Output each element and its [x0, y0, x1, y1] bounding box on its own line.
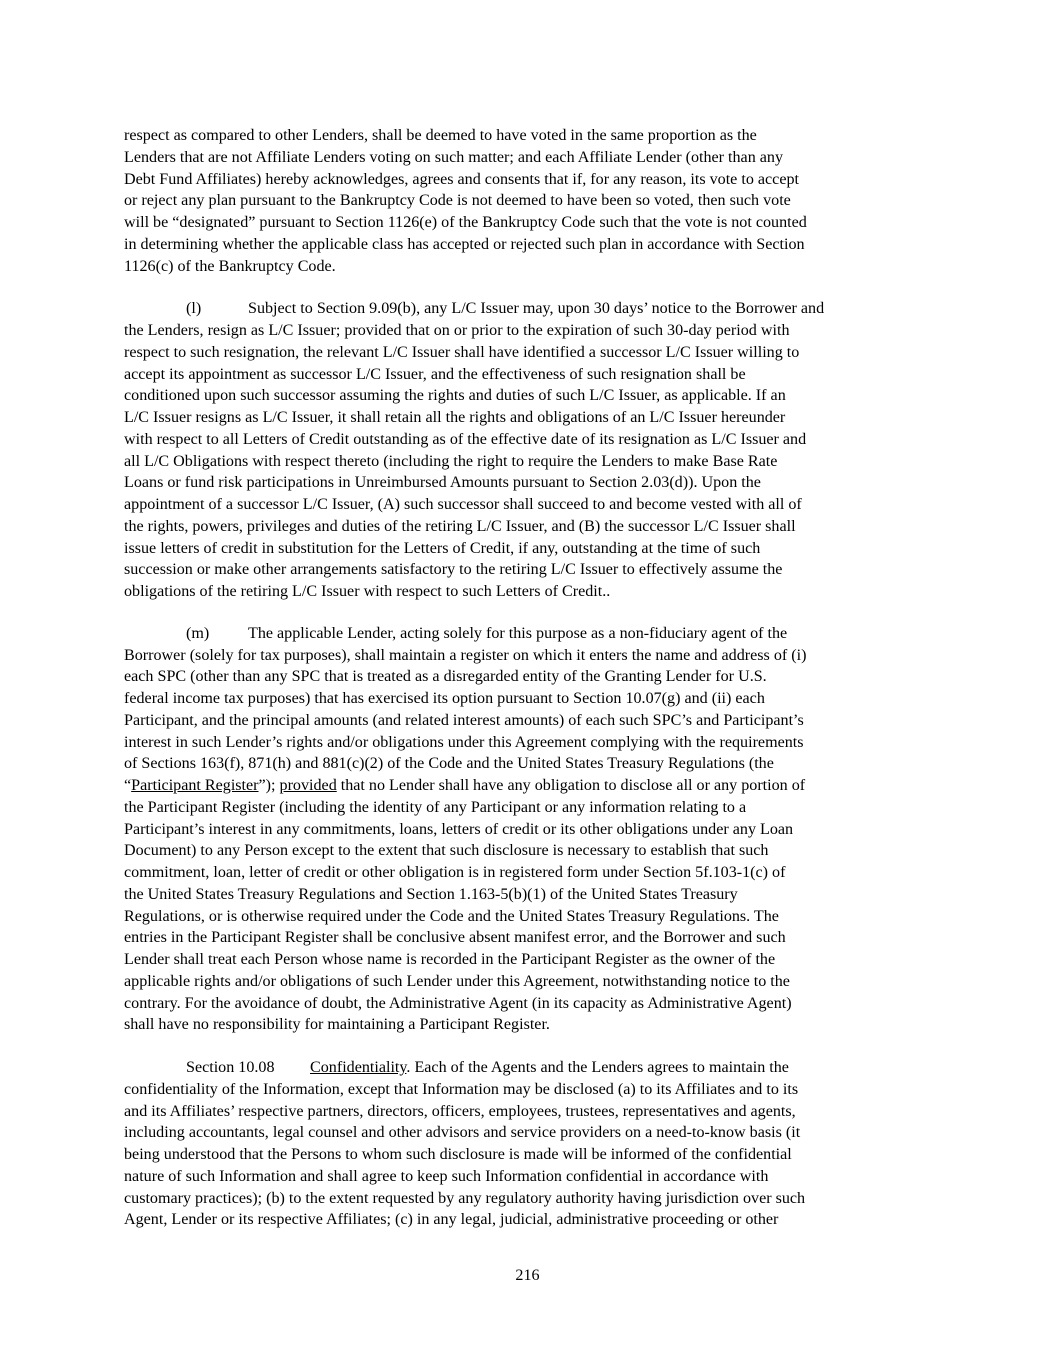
section-title: Confidentiality	[310, 1059, 407, 1076]
paragraph-l-text: Subject to Section 9.09(b), any L/C Issuer may, upon 30 days’ notice to the Borrower and the Lenders, resign as L/C Issuer; provided that on or prior to the expiration of such 30-day period with respect to such resignation, the relevant L/C Issuer shall have identified a successor L/C Issuer willing to accept its appointment as successor L/C Issuer, and the effectiveness of such resignation shall be conditioned upon such successor assuming the rights and duties of such L/C Issuer, as applicable. If an L/C Issuer resigns as L/C Issuer, it shall retain all the rights and obligations of an L/C Issuer hereunder with respect to all Letters of Credit outstanding as of the effective date of its resignation as L/C Issuer and all L/C Obligations with respect thereto (including the right to require the Lenders to make Base Rate Loans or fund risk participations in Unreimbursed Amounts pursuant to Section 2.03(d)). Upon the appointment of a successor L/C Issuer, (A) such successor shall succeed to and become vested with all of the rights, powers, privileges and duties of the retiring L/C Issuer, and (B) the successor L/C Issuer shall issue letters of credit in substitution for the Letters of Credit, if any, outstanding at the time of such succession or make other arrangements satisfactory to the retiring L/C Issuer to effectively assume the obligations of the retiring L/C Issuer with respect to such Letters of Credit..	[124, 300, 825, 600]
paragraph-m-text-a: The applicable Lender, acting solely for this purpose as a non-fiduciary agent of the Borrower (solely for tax purposes), shall maintain a register on which it enters the name and address of (i) each SPC (other than any SPC that is treated as a disregarded entity of the Granting Lender for U.S. federal income tax purposes) that has exercised its option pursuant to Section 10.07(g) and (ii) each Participant, and the principal amounts (and related interest amounts) of each such SPC’s and Participant’s interest in such Lender’s rights and/or obligations under this Agreement complying with the requirements of Sections 163(f), 871(h) and 881(c)(2) of the Code and the United States Treasury Regulations (the “	[124, 624, 807, 794]
defined-term-participant-register: Participant Register	[131, 777, 259, 794]
paragraph-l-label: (l)	[186, 300, 202, 318]
section-10-08	[124, 1057, 934, 1231]
section-text: . Each of the Agents and the Lenders agrees to maintain the confidentiality of the Information, except that Information may be disclosed (a) to its Affiliates and to its and its Affiliates’ respective partners, directors, officers, employees, trustees, representatives and agents, including accountants, legal counsel and other advisors and service providers on a need-to-know basis (it being understood that the Persons to whom such disclosure is made will be informed of the confidential nature of such Information and shall agree to keep such Information confidential in accordance with customary practices); (b) to the extent requested by any regulatory authority having jurisdiction over such Agent, Lender or its respective Affiliates; (c) in any legal, judicial, administrative proceeding or other	[124, 1059, 806, 1229]
paragraph-l	[124, 298, 934, 603]
section-number: Section 10.08	[186, 1059, 275, 1076]
paragraph-k-continuation: respect as compared to other Lenders, shall be deemed to have voted in the same proportion as the Lenders that are not Affiliate Lenders voting on such matter; and each Affiliate Lender (other than any Debt Fund Affiliates) hereby acknowledges, agrees and consents that if, for any reason, its vote to accept or reject any plan pursuant to the Bankruptcy Code is not deemed to have been so voted, then such vote will be “designated” pursuant to Section 1126(e) of the Bankruptcy Code such that the vote is not counted in determining whether the applicable class has accepted or rejected such plan in accordance with Section 1126(c) of the Bankruptcy Code.	[124, 127, 807, 275]
paragraph-m	[124, 623, 934, 1036]
document-page	[124, 125, 934, 1231]
page-number: 216	[515, 1267, 540, 1284]
paragraph-m-text-c: that no Lender shall have any obligation to disclose all or any portion of the Participant Register (including the identity of any Participant or any information relating to a Participant’s interest in any commitments, loans, letters of credit or its other obligations under any Loan Document) to any Person except to the extent that such disclosure is necessary to establish that such commitment, loan, letter of credit or other obligation is in registered form under Section 5f.103-1(c) of the United States Treasury Regulations and Section 1.163-5(b)(1) of the United States Treasury Regulations, or is otherwise required under the Code and the United States Treasury Regulations. The entries in the Participant Register shall be conclusive absent manifest error, and the Borrower and such Lender shall treat each Person whose name is recorded in the Participant Register as the owner of the applicable rights and/or obligations of such Lender under this Agreement, notwithstanding notice to the contrary. For the avoidance of doubt, the Administrative Agent (in its capacity as Administrative Agent) shall have no responsibility for maintaining a Participant Register.	[124, 777, 806, 1034]
defined-term-provided: provided	[279, 777, 337, 794]
paragraph-m-label: (m)	[186, 624, 210, 642]
paragraph-m-text-b: ”);	[258, 777, 280, 794]
